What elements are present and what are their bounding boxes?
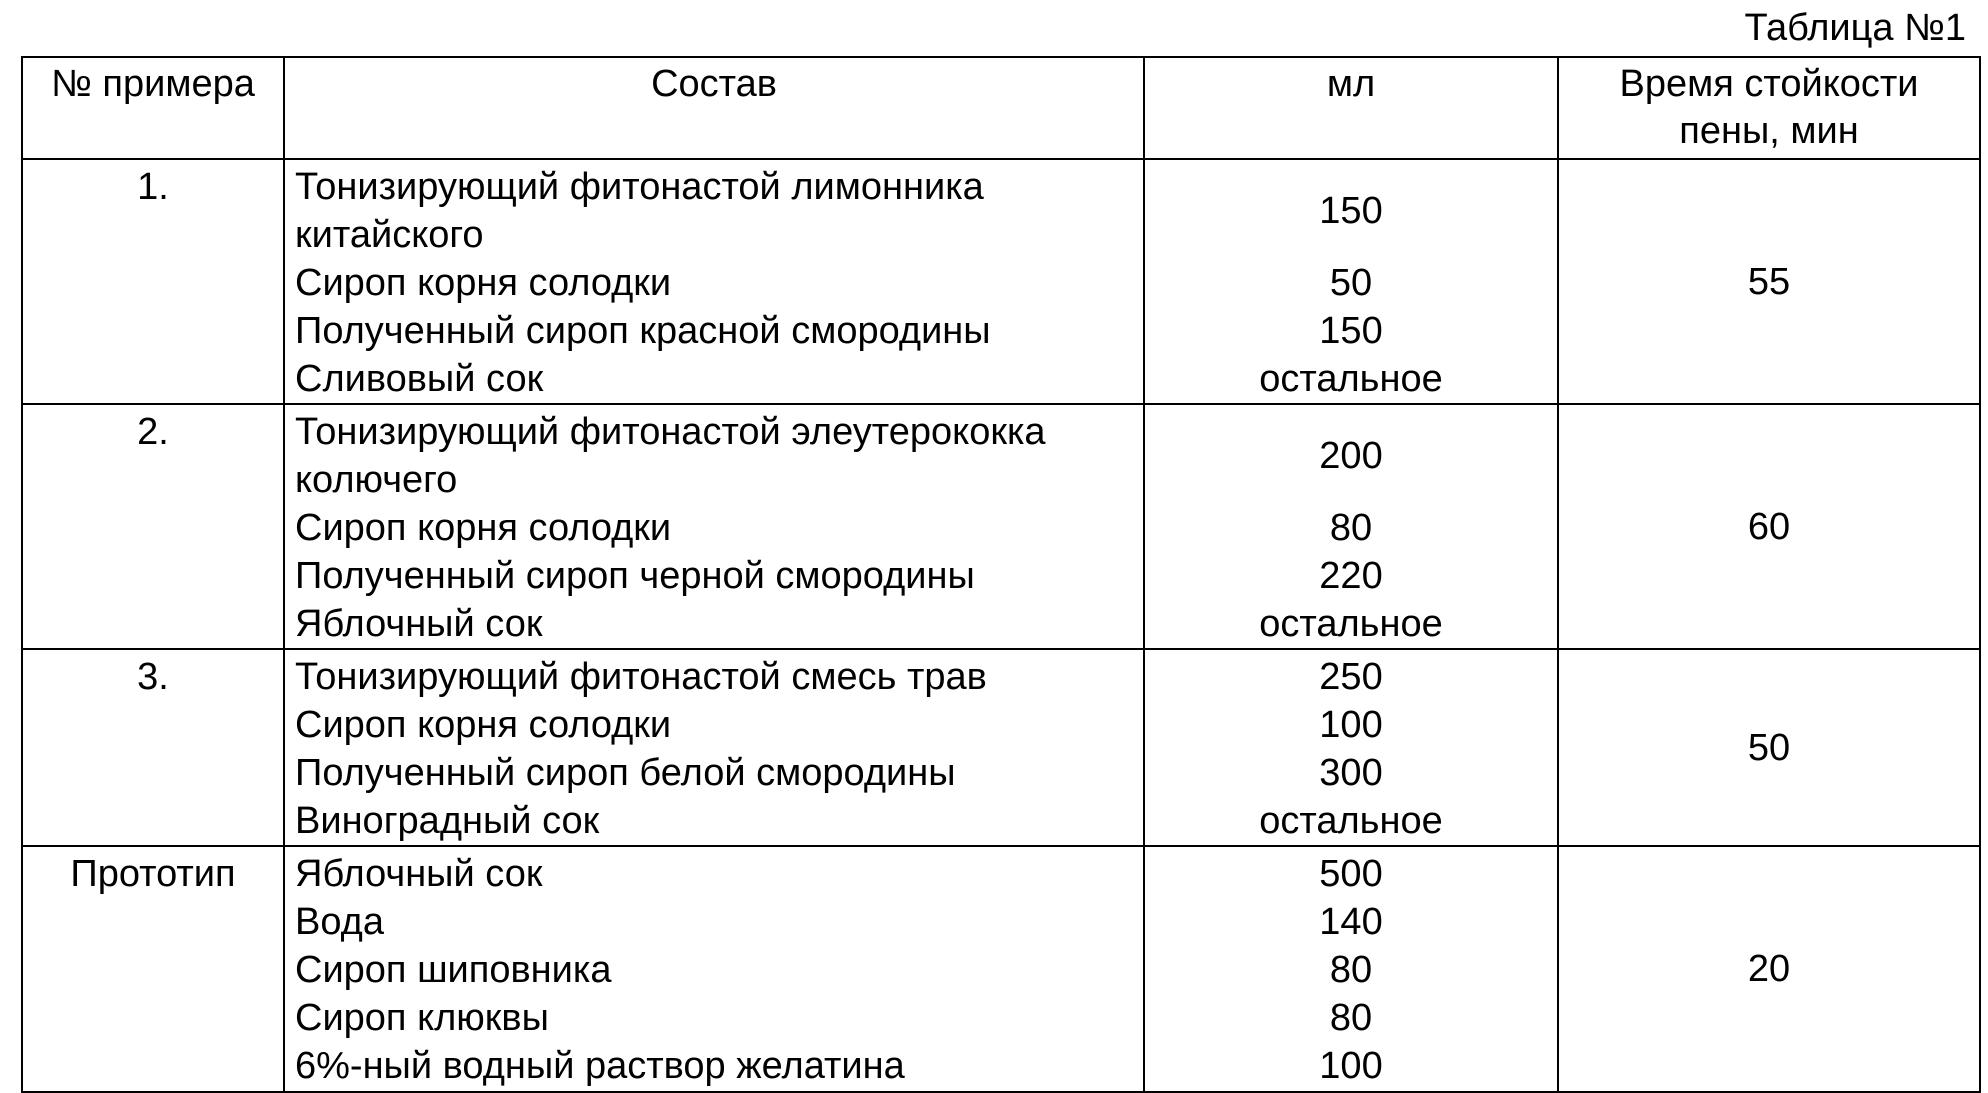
foam-time: 60 [1558, 404, 1980, 649]
ml-value: 140 [1319, 901, 1383, 943]
ingredient: Виноградный сок [295, 800, 600, 842]
ingredient: Полученный сироп красной смородины [295, 310, 991, 352]
table-row [22, 159, 1980, 404]
table-row [22, 846, 1980, 1092]
example-label: 3. [22, 649, 284, 846]
ingredient: 6%-ный водный раствор желатина [295, 1045, 905, 1087]
header-time [1558, 57, 1980, 159]
header-time-line1: Время стойкости [1619, 63, 1919, 105]
ingredient: Яблочный сок [295, 603, 543, 645]
ml-value: 500 [1319, 853, 1383, 895]
ml-value: 100 [1319, 1045, 1383, 1087]
ml-value: остальное [1259, 800, 1443, 842]
ml-value: 80 [1329, 949, 1373, 991]
foam-time: 20 [1558, 846, 1980, 1092]
composition-cell [284, 159, 1144, 404]
ingredient: Сироп клюквы [295, 997, 549, 1039]
ml-cell [1144, 846, 1558, 1092]
example-label: 2. [22, 404, 284, 649]
ml-value: 250 [1319, 656, 1383, 698]
table-row [22, 649, 1980, 846]
ingredient: Тонизирующий фитонастой смесь трав [295, 656, 987, 698]
ingredient: Полученный сироп белой смородины [295, 752, 956, 794]
ml-value: 50 [1329, 262, 1373, 304]
ingredient: Сироп корня солодки [295, 262, 672, 304]
ml-value: 200 [1319, 435, 1383, 477]
foam-time: 50 [1558, 649, 1980, 846]
header-ml: мл [1144, 57, 1558, 159]
ingredient: Тонизирующий фитонастой элеутерококка [295, 411, 1046, 453]
ml-value: 150 [1319, 310, 1383, 352]
header-time-line2: пены, мин [1679, 110, 1859, 152]
table-row [22, 404, 1980, 649]
ml-value: остальное [1259, 603, 1443, 645]
ingredient: Сливовый сок [295, 358, 544, 400]
foam-time: 55 [1558, 159, 1980, 404]
header-example: № примера [22, 57, 284, 159]
ingredient: китайского [295, 214, 484, 256]
ml-value: остальное [1259, 358, 1443, 400]
composition-table [21, 56, 1981, 1093]
composition-cell [284, 649, 1144, 846]
ingredient: Сироп корня солодки [295, 704, 672, 746]
ingredient: колючего [295, 459, 458, 501]
composition-cell [284, 404, 1144, 649]
ml-cell [1144, 159, 1558, 404]
ingredient: Сироп корня солодки [295, 507, 672, 549]
ml-cell [1144, 404, 1558, 649]
example-label: Прототип [22, 846, 284, 1092]
ml-value: 100 [1319, 704, 1383, 746]
composition-cell [284, 846, 1144, 1092]
ml-value: 150 [1319, 190, 1383, 232]
ingredient: Сироп шиповника [295, 949, 612, 991]
ingredient: Яблочный сок [295, 853, 543, 895]
ml-cell [1144, 649, 1558, 846]
table-caption: Таблица №1 [1744, 7, 1966, 49]
ml-value: 80 [1329, 507, 1373, 549]
ingredient: Вода [295, 901, 384, 943]
table-header-row [22, 57, 1980, 159]
ml-value: 220 [1319, 555, 1383, 597]
ingredient: Тонизирующий фитонастой лимонника [295, 166, 984, 208]
header-composition: Состав [284, 57, 1144, 159]
ml-value: 300 [1319, 752, 1383, 794]
example-label: 1. [22, 159, 284, 404]
ml-value: 80 [1329, 997, 1373, 1039]
ingredient: Полученный сироп черной смородины [295, 555, 975, 597]
